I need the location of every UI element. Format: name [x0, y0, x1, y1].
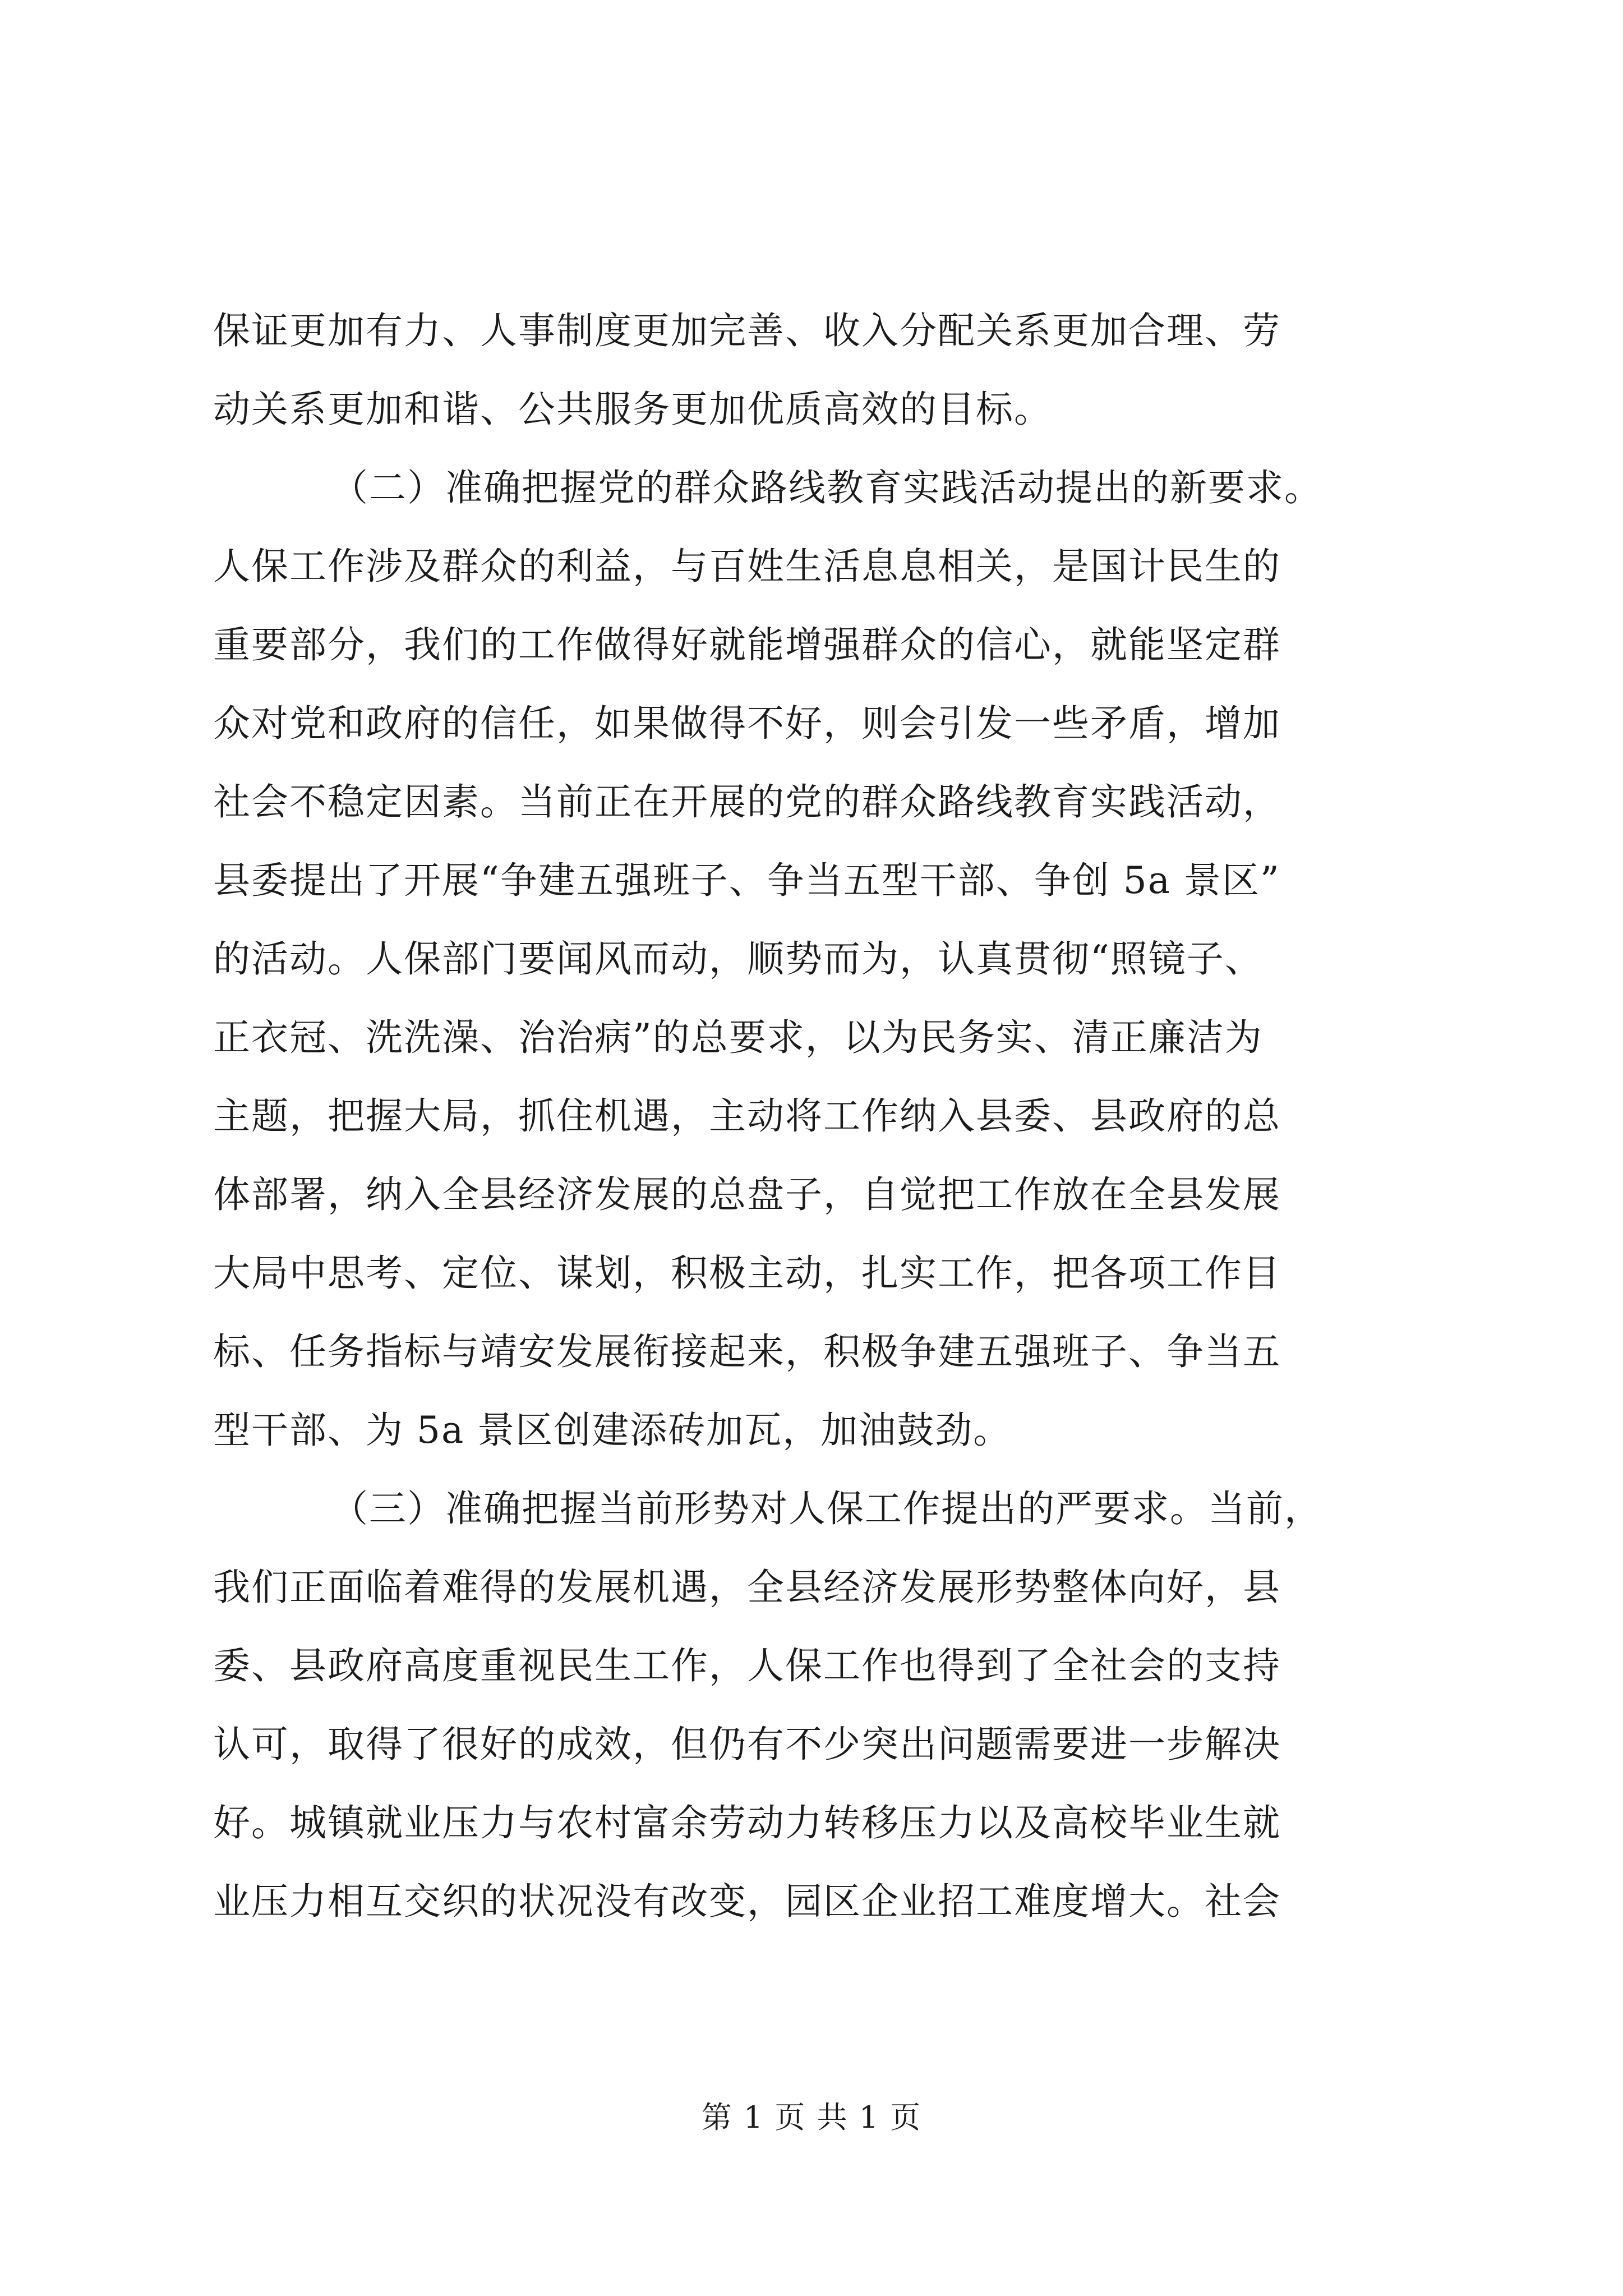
body-line: 动关系更加和谐、公共服务更加优质高效的目标。 — [213, 388, 1052, 431]
document-body — [213, 292, 1424, 1941]
body-line: 的活动。人保部门要闻风而动，顺势而为，认真贯彻“照镜子、 — [213, 937, 1263, 981]
section-heading-line: （三）准确把握当前形势对人保工作提出的严要求。当前， — [331, 1487, 1322, 1530]
body-line: 人保工作涉及群众的利益，与百姓生活息息相关，是国计民生的 — [213, 545, 1281, 588]
body-line: 好。城镇就业压力与农村富余劳动力转移压力以及高校毕业生就 — [213, 1801, 1281, 1844]
body-line: 标、任务指标与靖安发展衔接起来，积极争建五强班子、争当五 — [213, 1330, 1281, 1373]
body-line: 委、县政府高度重视民生工作，人保工作也得到了全社会的支持 — [213, 1644, 1281, 1687]
body-line: 保证更加有力、人事制度更加完善、收入分配关系更加合理、劳 — [213, 309, 1281, 352]
body-line: 我们正面临着难得的发展机遇，全县经济发展形势整体向好，县 — [213, 1566, 1281, 1609]
body-line: 型干部、为 5a 景区创建添砖加瓦，加油鼓劲。 — [213, 1409, 1012, 1452]
page-footer: 第 1 页 共 1 页 — [701, 2100, 922, 2135]
body-line: 县委提出了开展“争建五强班子、争当五型干部、争创 5a 景区” — [213, 859, 1280, 902]
section-heading-line: （二）准确把握党的群众路线教育实践活动提出的新要求。 — [331, 466, 1322, 509]
body-line: 体部署，纳入全县经济发展的总盘子，自觉把工作放在全县发展 — [213, 1173, 1281, 1216]
body-line: 主题，把握大局，抓住机遇，主动将工作纳入县委、县政府的总 — [213, 1094, 1281, 1138]
body-line: 社会不稳定因素。当前正在开展的党的群众路线教育实践活动， — [213, 780, 1281, 823]
body-line: 正衣冠、洗洗澡、治治病”的总要求，以为民务实、清正廉洁为 — [213, 1016, 1263, 1059]
body-line: 大局中思考、定位、谋划，积极主动，扎实工作，把各项工作目 — [213, 1251, 1281, 1295]
body-line: 业压力相互交织的状况没有改变，园区企业招工难度增大。社会 — [213, 1880, 1281, 1923]
body-line: 重要部分，我们的工作做得好就能增强群众的信心，就能坚定群 — [213, 623, 1281, 666]
body-line: 众对党和政府的信任，如果做得不好，则会引发一些矛盾，增加 — [213, 702, 1281, 745]
body-line: 认可，取得了很好的成效，但仍有不少突出问题需要进一步解决 — [213, 1723, 1281, 1766]
